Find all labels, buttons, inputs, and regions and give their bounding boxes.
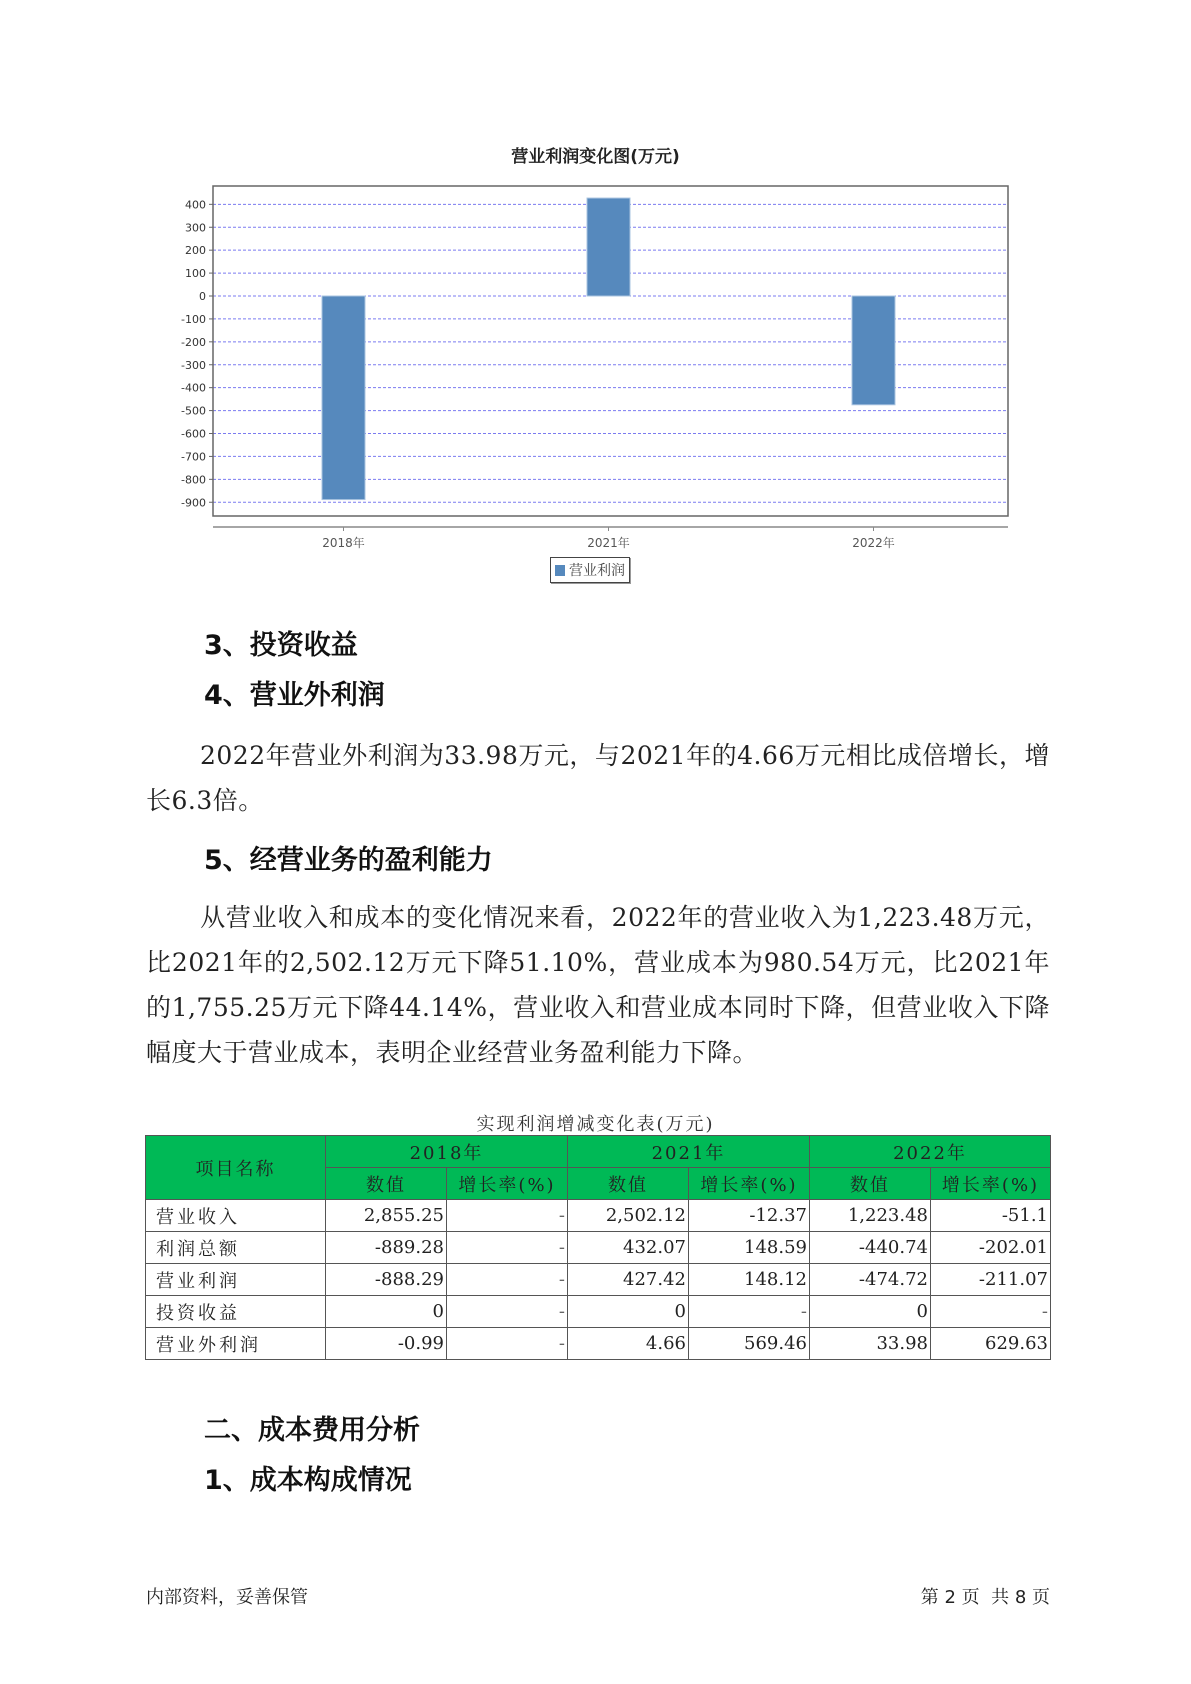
heading-cost-analysis: 二、成本费用分析: [204, 1415, 420, 1446]
chart-legend: [550, 557, 630, 583]
cell-growth-rate: -: [447, 1328, 568, 1360]
cell-value: 4.66: [568, 1328, 689, 1360]
table-row: [146, 1200, 1051, 1232]
cell-growth-rate: -: [931, 1296, 1051, 1328]
cell-growth-rate: 629.63: [931, 1328, 1051, 1360]
cell-value: -474.72: [810, 1264, 931, 1296]
y-tick-label: -600: [181, 427, 206, 441]
footer-page-number: 第 2 页 共 8 页: [920, 1587, 1050, 1608]
header-item-name: 项目名称: [146, 1136, 326, 1200]
cell-value: 1,223.48: [810, 1200, 931, 1232]
cell-value: 427.42: [568, 1264, 689, 1296]
y-tick-label: -400: [181, 381, 206, 395]
y-tick-label: -500: [181, 404, 206, 418]
cell-growth-rate: 148.12: [689, 1264, 810, 1296]
header-value: 数值: [326, 1168, 447, 1200]
cell-growth-rate: -202.01: [931, 1232, 1051, 1264]
y-tick-label: 300: [185, 221, 206, 235]
paragraph-business-profitability: [146, 895, 1050, 1075]
header-year: 2022年: [810, 1136, 1051, 1168]
chart-x-ticks: [322, 527, 895, 550]
cell-value: 0: [326, 1296, 447, 1328]
cell-growth-rate: -12.37: [689, 1200, 810, 1232]
y-tick-label: -900: [181, 496, 206, 510]
cell-growth-rate: 569.46: [689, 1328, 810, 1360]
table-row: [146, 1328, 1051, 1360]
cell-value: -888.29: [326, 1264, 447, 1296]
legend-swatch: [555, 565, 565, 576]
cell-growth-rate: -51.1: [931, 1200, 1051, 1232]
cell-growth-rate: -: [689, 1296, 810, 1328]
header-growth-rate: 增长率(%): [931, 1168, 1051, 1200]
operating-profit-bar-chart: [0, 0, 1191, 600]
y-tick-label: -700: [181, 450, 206, 464]
table-row: [146, 1232, 1051, 1264]
y-tick-label: -300: [181, 358, 206, 372]
cell-value: -0.99: [326, 1328, 447, 1360]
cell-growth-rate: 148.59: [689, 1232, 810, 1264]
row-item-name: 营业收入: [146, 1200, 326, 1232]
header-year: 2021年: [568, 1136, 810, 1168]
y-tick-label: 0: [199, 290, 206, 303]
cell-value: 2,855.25: [326, 1200, 447, 1232]
paragraph-text: 2022年营业外利润为33.98万元，与2021年的4.66万元相比成倍增长，增长6.3倍。: [146, 741, 1050, 815]
header-year: 2018年: [326, 1136, 568, 1168]
legend-label: 营业利润: [569, 563, 625, 579]
header-value: 数值: [568, 1168, 689, 1200]
table-row: [146, 1296, 1051, 1328]
cell-growth-rate: -: [447, 1296, 568, 1328]
x-tick-label: 2022年: [852, 536, 895, 550]
cell-value: -440.74: [810, 1232, 931, 1264]
y-tick-label: 100: [185, 267, 206, 281]
y-tick-label: 200: [185, 244, 206, 258]
chart-bars: [322, 198, 895, 500]
chart-title: 营业利润变化图(万元): [511, 147, 680, 167]
table-caption: 实现利润增减变化表(万元): [476, 1114, 715, 1135]
cell-value: 0: [568, 1296, 689, 1328]
x-tick-label: 2018年: [322, 536, 365, 550]
y-tick-label: -800: [181, 473, 206, 487]
cell-growth-rate: -: [447, 1264, 568, 1296]
heading-business-profitability: 5、经营业务的盈利能力: [204, 845, 493, 876]
table-row: [146, 1264, 1051, 1296]
y-tick-label: -200: [181, 335, 206, 349]
bar-2022年: [852, 296, 895, 405]
header-growth-rate: 增长率(%): [447, 1168, 568, 1200]
heading-cost-composition: 1、成本构成情况: [204, 1465, 412, 1496]
row-item-name: 投资收益: [146, 1296, 326, 1328]
cell-value: 2,502.12: [568, 1200, 689, 1232]
footer-confidential-note: 内部资料，妥善保管: [146, 1587, 308, 1608]
header-growth-rate: 增长率(%): [689, 1168, 810, 1200]
row-item-name: 利润总额: [146, 1232, 326, 1264]
table-header-row: [146, 1136, 1051, 1168]
heading-non-operating-profit: 4、营业外利润: [204, 680, 385, 711]
chart-y-axis: [181, 198, 213, 509]
cell-value: 0: [810, 1296, 931, 1328]
bar-2018年: [322, 296, 365, 500]
cell-growth-rate: -: [447, 1200, 568, 1232]
y-tick-label: -100: [181, 312, 206, 326]
paragraph-text: 从营业收入和成本的变化情况来看，2022年的营业收入为1,223.48万元，比2021年的2,502.12万元下降51.10%，营业成本为980.54万元，比2021年的1,755.25万元下降44.14%，营业收入和营业成本同时下降，但营业收入下降幅度大于营业成本，表明企业经营业务盈利能力下降。: [146, 903, 1050, 1067]
profit-change-table: [145, 1135, 1051, 1360]
heading-investment-income: 3、投资收益: [204, 630, 358, 661]
cell-growth-rate: -211.07: [931, 1264, 1051, 1296]
x-tick-label: 2021年: [587, 536, 630, 550]
cell-value: -889.28: [326, 1232, 447, 1264]
row-item-name: 营业外利润: [146, 1328, 326, 1360]
cell-value: 432.07: [568, 1232, 689, 1264]
y-tick-label: 400: [185, 198, 206, 212]
header-value: 数值: [810, 1168, 931, 1200]
paragraph-non-operating-profit: [146, 733, 1050, 823]
row-item-name: 营业利润: [146, 1264, 326, 1296]
cell-growth-rate: -: [447, 1232, 568, 1264]
cell-value: 33.98: [810, 1328, 931, 1360]
bar-2021年: [587, 198, 630, 296]
